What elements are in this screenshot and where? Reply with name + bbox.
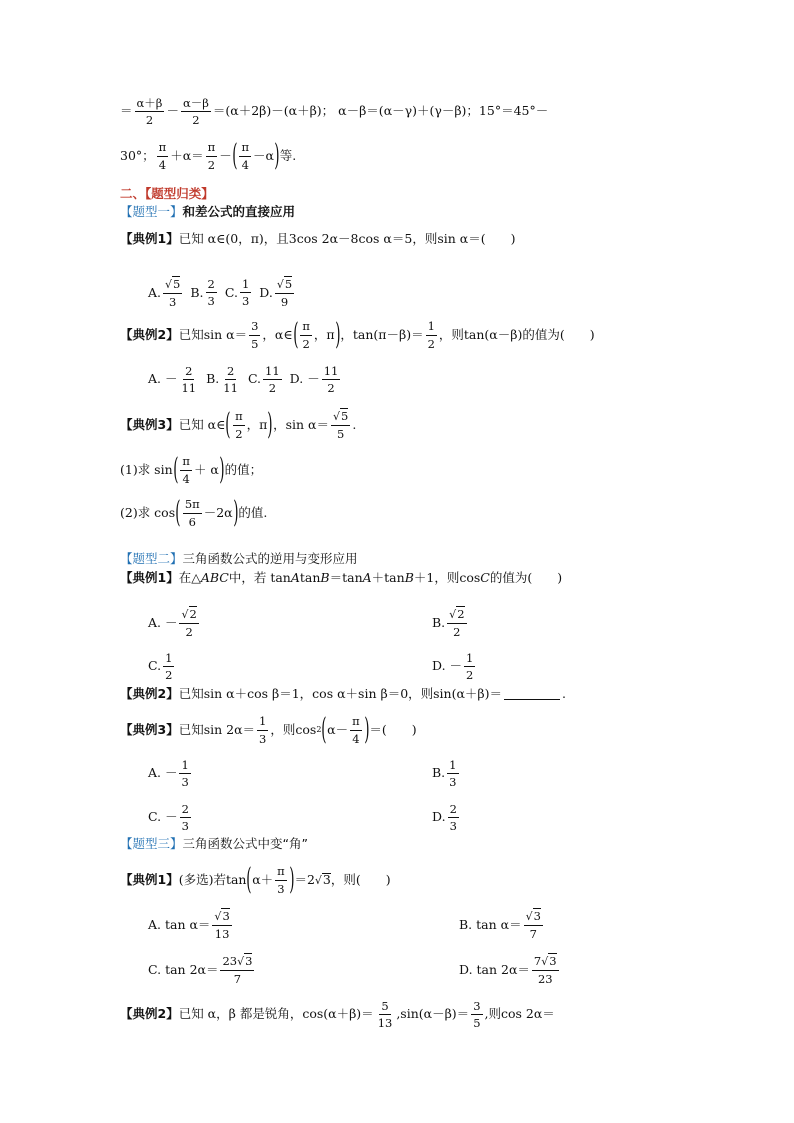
paren-right: ) bbox=[219, 452, 225, 487]
denominator: 6 bbox=[188, 514, 196, 529]
radicand: 3 bbox=[322, 872, 331, 888]
type1-heading bbox=[120, 206, 295, 219]
denominator: 23 bbox=[537, 971, 553, 986]
text: 已知sin α＝ bbox=[178, 326, 248, 342]
fraction bbox=[322, 365, 341, 394]
type2-example3-option-d bbox=[432, 803, 461, 832]
text: (2)求 cos bbox=[120, 504, 176, 520]
option-a: A. tan α＝ bbox=[148, 916, 211, 932]
numerator: √2 bbox=[447, 608, 466, 624]
type3-example1-option-a bbox=[148, 910, 234, 940]
type2-example3-option-a bbox=[148, 759, 193, 788]
type2-example3-option-c bbox=[148, 803, 193, 832]
text: ＋α＝ bbox=[170, 147, 204, 163]
text: 已知sin α＋cos β＝1，cos α＋sin β＝0，则sin(α＋β)＝ bbox=[178, 686, 503, 701]
text: ，π bbox=[246, 416, 268, 432]
radicand: 5 bbox=[173, 277, 181, 291]
fraction bbox=[180, 803, 191, 832]
denominator: 2 bbox=[466, 668, 474, 683]
paren-left: ( bbox=[321, 712, 327, 747]
text: α－ bbox=[327, 721, 349, 737]
paren-right: ) bbox=[288, 862, 295, 897]
text: ＋tan bbox=[371, 570, 405, 585]
numerator: 3 bbox=[249, 320, 260, 335]
type2-example1-option-b bbox=[432, 608, 469, 638]
denominator: 2 bbox=[185, 624, 193, 639]
paren-left: ( bbox=[175, 495, 181, 530]
option-b: B. bbox=[432, 765, 446, 781]
paren-left: ( bbox=[225, 407, 231, 442]
type1-example1-options bbox=[148, 278, 296, 308]
option-c: C. bbox=[148, 658, 162, 674]
denominator: 3 bbox=[449, 775, 457, 790]
fraction bbox=[221, 365, 240, 394]
numerator: 11 bbox=[322, 365, 341, 380]
radicand: 3 bbox=[245, 954, 253, 968]
text: ＝( ) bbox=[369, 721, 417, 737]
paren-right: ) bbox=[232, 495, 239, 530]
fraction bbox=[135, 97, 165, 126]
type3-heading bbox=[120, 838, 308, 851]
fraction bbox=[426, 320, 437, 349]
numerator: 5 bbox=[379, 1000, 390, 1015]
paren-left: ( bbox=[231, 138, 238, 173]
text: 的值. bbox=[238, 504, 268, 520]
denominator: 2 bbox=[302, 336, 310, 351]
text: B bbox=[404, 570, 414, 585]
option-c: C. tan 2α＝ bbox=[148, 961, 219, 977]
fraction bbox=[249, 320, 260, 349]
numerator: 1 bbox=[257, 715, 268, 730]
fraction bbox=[163, 278, 182, 308]
option-a: A. － bbox=[148, 371, 178, 387]
paren-left: ( bbox=[172, 452, 179, 487]
fraction bbox=[300, 320, 312, 349]
denominator: 4 bbox=[158, 157, 167, 172]
option-c: C. － bbox=[148, 809, 178, 825]
denominator: 7 bbox=[233, 971, 242, 986]
numerator: 1 bbox=[426, 320, 437, 335]
option-b: B. bbox=[432, 614, 446, 630]
type2-example1-option-c bbox=[148, 652, 176, 681]
example-label: 【典例2】 bbox=[120, 326, 179, 342]
type-label: 【题型一】 bbox=[120, 204, 183, 219]
example-label: 【典例3】 bbox=[120, 721, 179, 737]
text: ＝(α＋2β)－(α＋β)； α－β＝(α－γ)＋(γ－β)；15°＝45°－ bbox=[212, 103, 549, 119]
example-label: 【典例1】 bbox=[120, 871, 179, 887]
numerator: 1 bbox=[464, 652, 475, 667]
numerator: 1 bbox=[240, 278, 251, 293]
numerator: π bbox=[239, 141, 251, 156]
fraction bbox=[183, 498, 202, 527]
fraction bbox=[275, 278, 294, 308]
text: 已知 α，β 都是锐角，cos(α＋β)＝ bbox=[178, 1006, 374, 1022]
text: ，则cos bbox=[270, 721, 317, 737]
answer-blank[interactable] bbox=[504, 688, 560, 700]
coefficient: 23 bbox=[222, 954, 238, 968]
radicand: 3 bbox=[222, 909, 230, 923]
text: 等. bbox=[279, 147, 297, 163]
radicand: 3 bbox=[533, 909, 541, 923]
fraction bbox=[532, 955, 559, 985]
numerator: 1 bbox=[447, 759, 458, 774]
denominator: 2 bbox=[165, 668, 173, 683]
numerator: 2 bbox=[206, 278, 217, 293]
fraction bbox=[447, 608, 466, 638]
type3-example1: 【典例1】 (多选)若tan ( α＋ $\frac{\pi}{3}$ ) ＝2 √ 3 ，则( ) bbox=[120, 862, 391, 897]
paren-left: ( bbox=[292, 317, 299, 352]
denominator: 2 bbox=[268, 381, 277, 396]
numerator: √5 bbox=[275, 278, 294, 294]
fraction bbox=[179, 759, 190, 788]
type1-example2 bbox=[120, 317, 595, 352]
type3-example1-option-b bbox=[459, 910, 545, 940]
example-label: 【典例2】 bbox=[120, 1006, 179, 1022]
type2-example2 bbox=[120, 688, 566, 701]
numerator: π bbox=[350, 715, 362, 730]
option-b: B. bbox=[190, 284, 204, 300]
option-a: A. － bbox=[148, 765, 178, 781]
fraction bbox=[212, 910, 231, 940]
numerator: 3 bbox=[471, 1000, 482, 1015]
radicand: 2 bbox=[457, 607, 465, 621]
text: 在△ bbox=[178, 570, 201, 585]
type1-example3-q2 bbox=[120, 495, 268, 530]
numerator: 11 bbox=[263, 365, 282, 380]
fraction bbox=[239, 141, 251, 170]
text: ，sin α＝ bbox=[273, 416, 329, 432]
fraction bbox=[257, 715, 268, 744]
denominator: 2 bbox=[192, 113, 200, 128]
option-d: D. － bbox=[289, 371, 320, 387]
type-label: 【题型二】 bbox=[120, 551, 183, 566]
text: －α bbox=[253, 147, 274, 163]
paren-right: ) bbox=[334, 317, 341, 352]
numerator: 1 bbox=[179, 759, 190, 774]
denominator: 13 bbox=[377, 1016, 393, 1031]
denominator: 3 bbox=[169, 294, 177, 309]
text: ＋1，则cos bbox=[413, 570, 481, 585]
denominator: 5 bbox=[336, 426, 345, 441]
option-c: C. bbox=[247, 371, 262, 387]
fraction bbox=[447, 759, 458, 788]
denominator: 3 bbox=[207, 294, 215, 309]
numerator: 2 bbox=[448, 803, 459, 818]
numerator: 2 bbox=[183, 365, 194, 380]
type-title: 和差公式的直接应用 bbox=[182, 204, 296, 219]
numerator: 2 bbox=[225, 365, 236, 380]
numerator: π bbox=[275, 865, 287, 880]
fraction bbox=[180, 455, 192, 484]
fraction bbox=[464, 652, 475, 681]
numerator: α＋β bbox=[135, 97, 165, 112]
text: － bbox=[166, 103, 179, 119]
denominator: 3 bbox=[259, 731, 267, 746]
text: ＝2 bbox=[294, 871, 315, 887]
radicand: 5 bbox=[341, 409, 349, 424]
text: ，则( ) bbox=[330, 871, 391, 887]
numerator: √3 bbox=[212, 910, 231, 926]
fraction bbox=[240, 278, 251, 307]
numerator: √5 bbox=[331, 410, 350, 426]
text: tan bbox=[299, 570, 321, 585]
denominator: 5 bbox=[473, 1016, 481, 1031]
denominator: 2 bbox=[427, 336, 435, 351]
option-c: C. bbox=[224, 284, 238, 300]
fraction bbox=[471, 1000, 482, 1029]
example-text: 已知 α∈(0，π)，且3cos 2α－8cos α＝5，则sin α＝( ) bbox=[178, 231, 516, 246]
fraction bbox=[448, 803, 459, 832]
coefficient: 7 bbox=[533, 954, 542, 968]
option-a: A. － bbox=[148, 614, 178, 630]
numerator: π bbox=[206, 141, 218, 156]
fraction bbox=[157, 141, 169, 170]
numerator: √3 bbox=[524, 910, 543, 926]
text: －2α bbox=[203, 504, 233, 520]
paren-right: ) bbox=[363, 712, 370, 747]
type-label: 【题型三】 bbox=[120, 836, 183, 851]
denominator: 5 bbox=[251, 336, 259, 351]
text: 已知 α∈ bbox=[178, 416, 226, 432]
text: . bbox=[352, 416, 357, 432]
denominator: 2 bbox=[235, 426, 243, 441]
denominator: 2 bbox=[207, 157, 216, 172]
text: B bbox=[320, 570, 330, 585]
text: ＝tan bbox=[329, 570, 363, 585]
radicand: 5 bbox=[284, 277, 293, 291]
text: A bbox=[290, 570, 300, 585]
option-b: B. bbox=[206, 371, 220, 387]
text: ＋ α bbox=[193, 461, 219, 477]
fraction bbox=[350, 715, 362, 744]
fraction bbox=[275, 865, 287, 894]
denominator: 4 bbox=[241, 157, 249, 172]
type3-example1-option-c bbox=[148, 955, 256, 985]
numerator: 2 bbox=[180, 803, 191, 818]
paren-left: ( bbox=[246, 862, 252, 897]
numerator: 5π bbox=[183, 498, 202, 513]
numerator: 7√3 bbox=[532, 955, 559, 971]
numerator: π bbox=[180, 455, 192, 470]
denominator: 3 bbox=[449, 819, 457, 834]
example-label: 【典例3】 bbox=[120, 416, 179, 432]
text: A bbox=[362, 570, 372, 585]
type3-example1-option-d bbox=[459, 955, 561, 985]
fraction bbox=[206, 278, 217, 307]
text: 的值； bbox=[224, 461, 263, 477]
fraction bbox=[206, 141, 218, 170]
numerator: √5 bbox=[163, 278, 182, 294]
option-a: A. bbox=[148, 284, 162, 300]
numerator: π bbox=[300, 320, 312, 335]
text: (1)求 sin bbox=[120, 461, 173, 477]
text: α＋ bbox=[252, 871, 274, 887]
numerator: π bbox=[233, 410, 245, 425]
fraction bbox=[179, 365, 198, 394]
denominator: 2 bbox=[145, 113, 154, 128]
section-label: 二、【题型归类】 bbox=[120, 186, 214, 201]
denominator: 2 bbox=[453, 624, 461, 639]
fraction bbox=[331, 410, 350, 440]
intro-line-2 bbox=[120, 138, 297, 173]
text: ,则cos 2α＝ bbox=[484, 1006, 555, 1022]
denominator: 11 bbox=[181, 381, 197, 396]
text: ,sin(α－β)＝ bbox=[396, 1006, 470, 1022]
type-title: 三角函数公式中变“角” bbox=[182, 836, 308, 851]
text: ，则tan(α－β)的值为( ) bbox=[438, 326, 595, 342]
text: 中，若 tan bbox=[228, 570, 291, 585]
text: (多选)若tan bbox=[178, 871, 247, 887]
paren-right: ) bbox=[267, 407, 273, 442]
denominator: 4 bbox=[352, 731, 360, 746]
type1-example3-q1 bbox=[120, 452, 263, 487]
numerator: √2 bbox=[179, 608, 198, 624]
radicand: 3 bbox=[549, 954, 557, 968]
type2-heading bbox=[120, 553, 358, 566]
numerator: 1 bbox=[163, 652, 174, 667]
text: ＝ bbox=[120, 103, 133, 119]
option-b: B. tan α＝ bbox=[459, 916, 522, 932]
example-label: 【典例1】 bbox=[120, 231, 179, 246]
type-title: 三角函数公式的逆用与变形应用 bbox=[182, 551, 358, 566]
type2-example3 bbox=[120, 712, 417, 747]
option-d: D. bbox=[259, 284, 273, 300]
text: ，tan(π－β)＝ bbox=[340, 326, 424, 342]
type1-example2-options bbox=[148, 365, 342, 394]
numerator: α－β bbox=[181, 97, 211, 112]
denominator: 3 bbox=[277, 881, 285, 896]
fraction bbox=[233, 410, 245, 439]
radicand: 2 bbox=[189, 607, 197, 621]
type1-example1 bbox=[120, 233, 515, 246]
example-label: 【典例2】 bbox=[120, 686, 179, 701]
fraction bbox=[376, 1000, 395, 1029]
fraction bbox=[220, 955, 254, 985]
fraction bbox=[524, 910, 543, 940]
intro-line-1 bbox=[120, 97, 548, 126]
type2-example1 bbox=[120, 572, 562, 585]
text: C bbox=[480, 570, 490, 585]
denominator: 13 bbox=[214, 926, 230, 941]
text: － bbox=[219, 147, 232, 163]
denominator: 3 bbox=[241, 294, 250, 309]
text: ，α∈ bbox=[262, 326, 293, 342]
type3-example2 bbox=[120, 1000, 555, 1029]
fraction bbox=[163, 652, 174, 681]
denominator: 3 bbox=[181, 775, 189, 790]
section-heading bbox=[120, 188, 214, 201]
denominator: 4 bbox=[182, 471, 190, 486]
type2-example1-option-a bbox=[148, 608, 201, 638]
type2-example3-option-b bbox=[432, 759, 461, 788]
text: . bbox=[562, 686, 567, 701]
denominator: 11 bbox=[223, 381, 238, 396]
option-d: D. bbox=[432, 809, 446, 825]
denominator: 9 bbox=[280, 294, 289, 309]
superscript: 2 bbox=[316, 725, 322, 734]
fraction bbox=[179, 608, 198, 638]
text: ABC bbox=[200, 570, 229, 585]
fraction bbox=[181, 97, 211, 126]
text: 30°； bbox=[120, 147, 155, 163]
denominator: 2 bbox=[327, 381, 335, 396]
text: 已知sin 2α＝ bbox=[178, 721, 256, 737]
type1-example3 bbox=[120, 407, 357, 442]
paren-right: ) bbox=[274, 138, 280, 173]
denominator: 3 bbox=[181, 819, 189, 834]
denominator: 7 bbox=[529, 926, 537, 941]
text: 的值为( ) bbox=[489, 570, 563, 585]
fraction bbox=[263, 365, 282, 394]
numerator: 23√3 bbox=[220, 955, 254, 971]
option-d: D. － bbox=[432, 658, 463, 674]
option-d: D. tan 2α＝ bbox=[459, 961, 530, 977]
example-label: 【典例1】 bbox=[120, 570, 179, 585]
numerator: π bbox=[157, 141, 169, 156]
type2-example1-option-d bbox=[432, 652, 477, 681]
text: ，π bbox=[313, 326, 335, 342]
